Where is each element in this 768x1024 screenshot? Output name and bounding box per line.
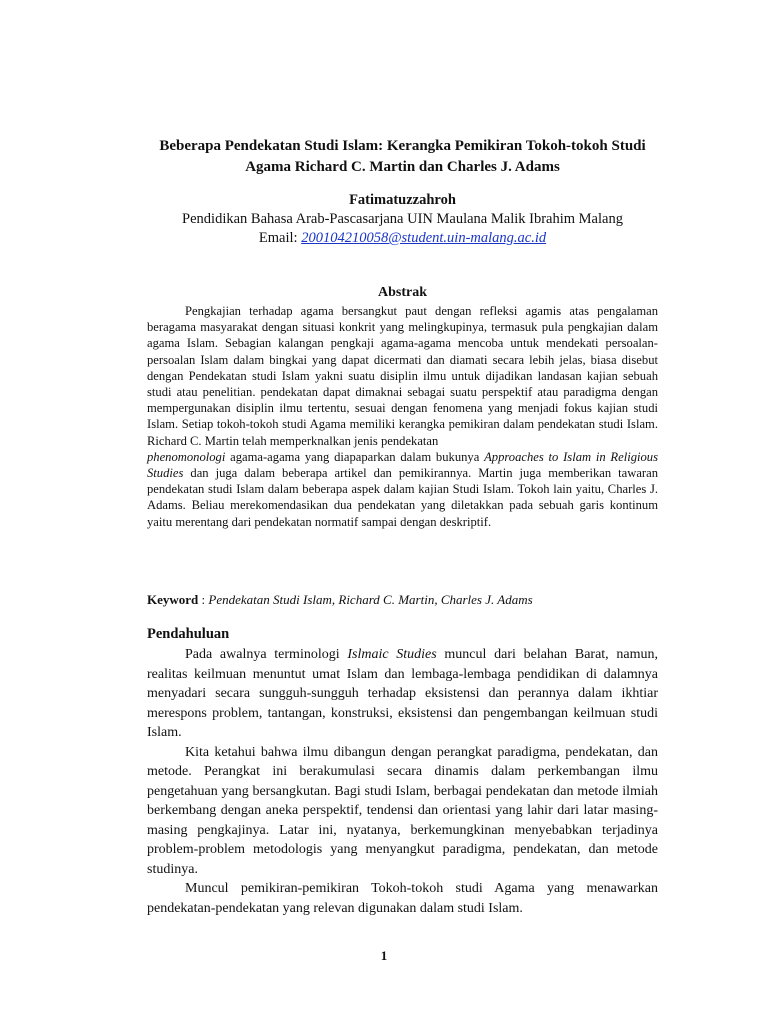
- email-line: [147, 229, 658, 248]
- paragraph-2: Kita ketahui bahwa ilmu dibangun dengan perangkat paradigma, pendekatan, dan metode. Perangkat ini berakumulasi secara dinamis dalam perkembangan ilmu pengetahuan yang bersangkutan. Bagi studi Islam, berbagai pendekatan dan metode ilmiah berkembang dengan aneka perspektif, tendensi dan orientasi yang lahir dari latar masing-masing pengkajinya. Latar ini, nyatanya, berkemungkinan menyebabkan terjadinya problem-problem metodologis yang menyangkut paradigma, pendekatan, dan metode studinya.: [147, 744, 658, 877]
- paper-title: [147, 136, 658, 178]
- page-number: 1: [380, 948, 388, 963]
- title-line-2: Agama Richard C. Martin dan Charles J. Adams: [245, 159, 560, 175]
- keyword-separator: :: [198, 592, 209, 607]
- keyword-label: Keyword: [147, 592, 199, 607]
- abstract-text-1: Pengkajian terhadap agama bersangkut paut dengan refleksi agamis atas pengalaman beragama masyarakat dengan situasi konkrit yang melingkupinya, termasuk pula pengkajian dalam agama Islam. Sebagian kalangan pengkaji agama-agama mencoba untuk mendekati persoalan-persoalan Islam dalam bingkai yang dapat dicermati dan diamati secara lebih jelas, biasa disebut dengan Pendekatan studi Islam yakni suatu disiplin ilmu untuk dijadikan landasan kajian sebuah studi atau penelitian. pendekatan dapat dimaknai sebagai suatu perspektif atau paradigma dengan mempergunakan disiplin ilmu tertentu, sesuai dengan fenomena yang menjadi fokus kajian studi Islam. Setiap tokoh-tokoh studi Agama memiliki kerangka pemikiran dalam pendekatan studi Islam. Richard C. Martin telah memperknalkan jenis pendekatan: [147, 304, 658, 448]
- abstract-book-title: Approaches to Islam in Religious Studies: [147, 449, 659, 481]
- paragraph-1: [147, 645, 658, 743]
- keyword-line: [147, 591, 658, 609]
- author-block: [147, 191, 658, 248]
- paragraph-1-text-b: muncul dari belahan Barat, namun, realitas keilmuan menuntut umat Islam dan lembaga-lembaga pendidikan di dalamnya menyadari secara sungguh-sungguh terhadap eksistensi dan perannya dalam ikhtiar merespons problem, tantangan, konstruksi, eksistensi dan pengembangan keilmuan studi Islam.: [147, 647, 658, 740]
- abstract-text-3: dan juga dalam beberapa artikel dan pemikirannya. Martin juga memberikan tawaran pendekatan studi Islam dalam beberapa aspek dalam kajian Studi Islam. Tokoh lain yaitu, Charles J. Adams. Beliau merekomendasikan dua pendekatan yang diletakkan pada sebuah garis kontinum yaitu merentang dari pendekatan normatif sampai dengan deskriptif.: [147, 466, 658, 529]
- title-line-1: Beberapa Pendekatan Studi Islam: Kerangka Pemikiran Tokoh-tokoh Studi: [159, 138, 646, 154]
- abstract-italic-term: phenomonologi: [147, 449, 226, 464]
- keyword-values: Pendekatan Studi Islam, Richard C. Martin, Charles J. Adams: [208, 592, 533, 607]
- paragraph-1-italic: Islmaic Studies: [347, 647, 437, 662]
- email-link[interactable]: 200104210058@student.uin-malang.ac.id: [301, 230, 547, 246]
- paragraph-1-text-a: Pada awalnya terminologi: [185, 647, 348, 662]
- section-heading: Pendahuluan: [147, 626, 230, 642]
- abstract-body: [147, 303, 658, 530]
- author-name: Fatimatuzzahroh: [349, 192, 456, 208]
- abstract-heading: Abstrak: [377, 285, 427, 300]
- abstract-text-2: agama-agama yang diapaparkan dalam bukunya: [225, 449, 485, 464]
- section-body: [147, 645, 658, 918]
- paragraph-3: Muncul pemikiran-pemikiran Tokoh-tokoh studi Agama yang menawarkan pendekatan-pendekatan yang relevan digunakan dalam studi Islam.: [147, 881, 658, 916]
- author-affiliation: Pendidikan Bahasa Arab-Pascasarjana UIN Maulana Malik Ibrahim Malang: [182, 211, 623, 227]
- email-label: Email:: [258, 230, 302, 246]
